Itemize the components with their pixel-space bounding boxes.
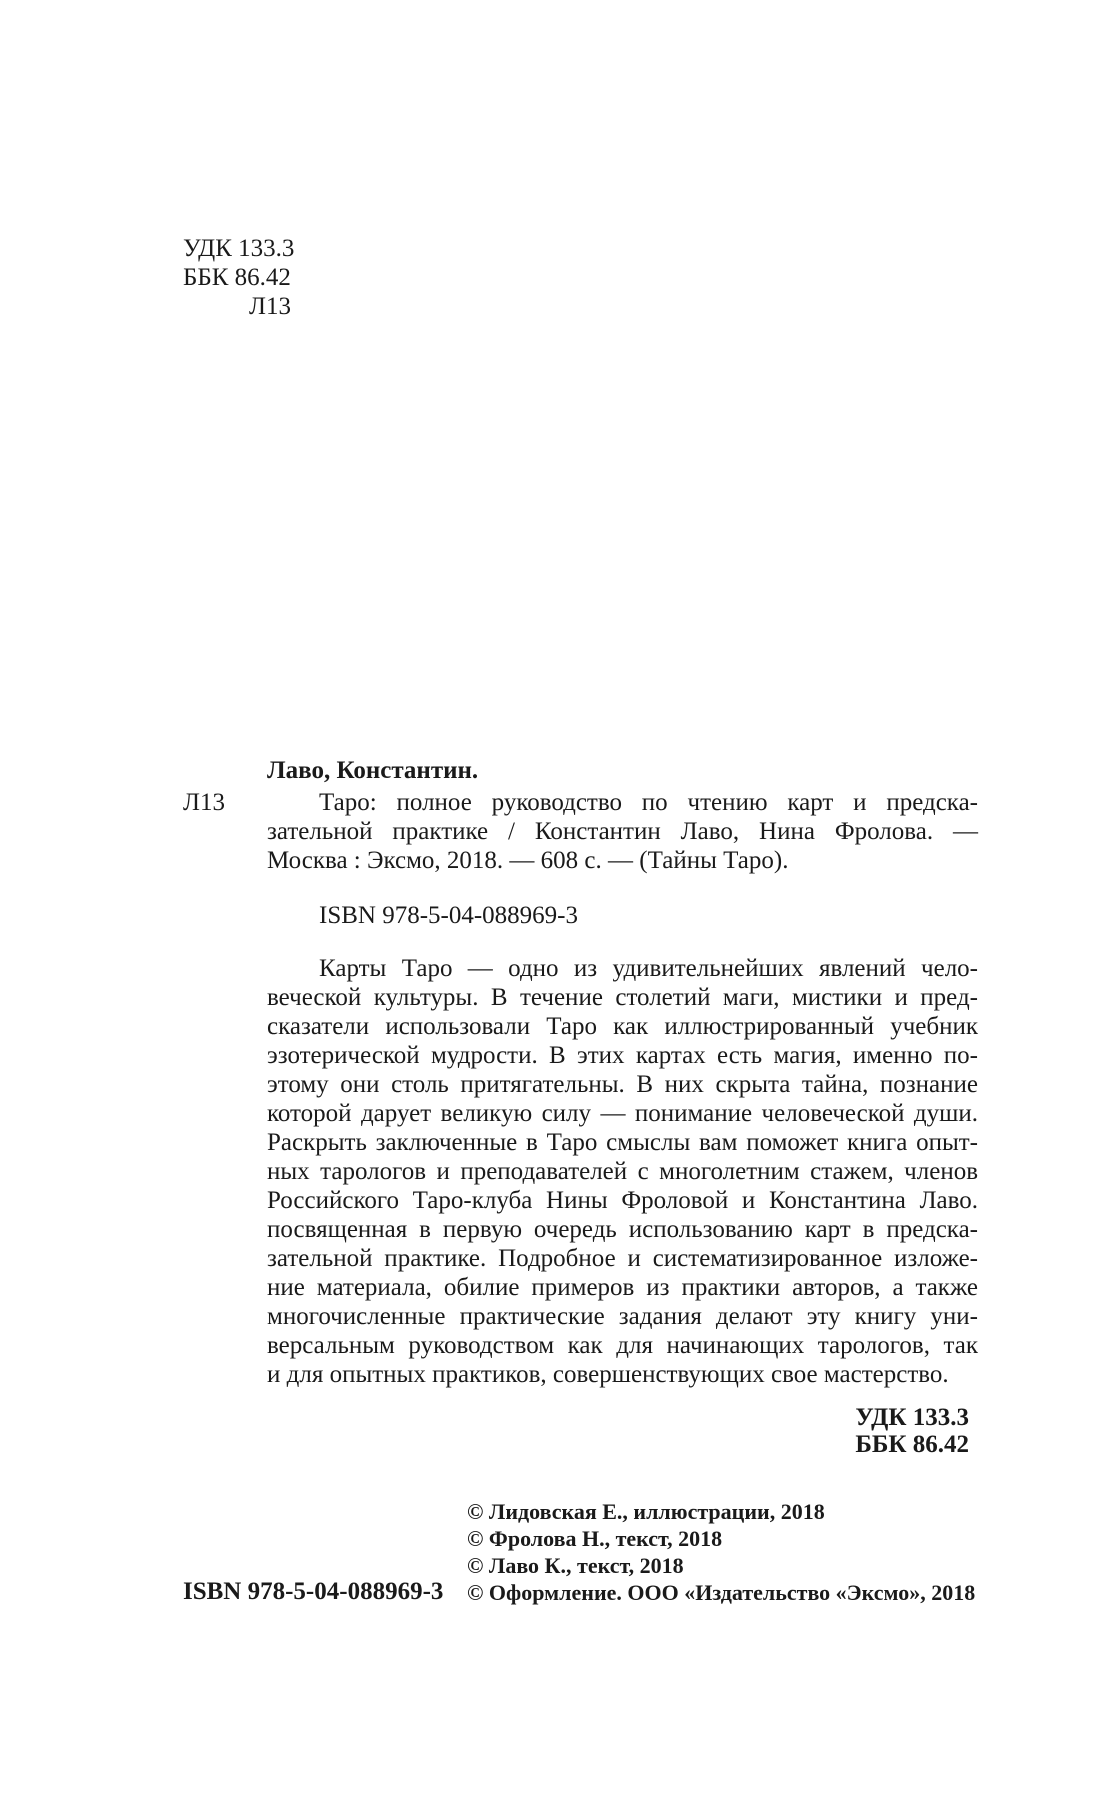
annotation-line: Российского Таро-клуба Нины Фроловой и Константина Лаво. — [267, 1187, 978, 1214]
annotation-line: посвященная в первую очередь использованию карт в предска- — [267, 1216, 978, 1243]
annotation-line: ных тарологов и преподавателей с многолетним стажем, членов — [267, 1158, 978, 1185]
title-line: зательной практике / Константин Лаво, Нина Фролова. — — [267, 818, 978, 845]
title-line: Москва : Эксмо, 2018. — 608 с. — (Тайны Таро). — [267, 847, 789, 874]
annotation-line: которой дарует великую силу — понимание человеческой души. — [267, 1100, 978, 1127]
annotation-line: зательной практике. Подробное и систематизированное изложе- — [267, 1245, 978, 1272]
annotation-line: сказатели использовали Таро как иллюстрированный учебник — [267, 1013, 978, 1040]
copyright-line: © Фролова Н., текст, 2018 — [467, 1526, 723, 1551]
annotation-line: Карты Таро — одно из удивительнейших явлений чело- — [319, 955, 978, 982]
annotation-line: веческой культуры. В течение столетий маги, мистики и пред- — [267, 984, 978, 1011]
title-line: Таро: полное руководство по чтению карт и предска- — [319, 789, 978, 816]
copyright-line: © Лаво К., текст, 2018 — [467, 1553, 684, 1578]
annotation-line: многочисленные практические задания делают эту книгу уни- — [267, 1303, 978, 1330]
annotation-line: и для опытных практиков, совершенствующих свое мастерство. — [267, 1361, 949, 1388]
copyright-line: © Оформление. ООО «Издательство «Эксмо», 2018 — [467, 1580, 976, 1605]
annotation-line: эзотерической мудрости. В этих картах есть магия, именно по- — [267, 1042, 978, 1069]
author-sign: Л13 — [183, 789, 225, 816]
udk-code: УДК 133.3 — [183, 235, 295, 262]
author-heading: Лаво, Константин. — [267, 757, 479, 784]
annotation-line: этому они столь притягательны. В них скрыта тайна, познание — [267, 1071, 978, 1098]
annotation-line: версальным руководством как для начинающих тарологов, так — [267, 1332, 978, 1359]
udk-code: УДК 133.3 — [855, 1404, 969, 1431]
copyright-line: © Лидовская Е., иллюстрации, 2018 — [467, 1499, 825, 1524]
isbn: ISBN 978-5-04-088969-3 — [319, 902, 579, 929]
annotation-line: Раскрыть заключенные в Таро смыслы вам поможет книга опыт- — [267, 1129, 978, 1156]
annotation-line: ние материала, обилие примеров из практики авторов, а также — [267, 1274, 978, 1301]
bbk-code: ББК 86.42 — [855, 1431, 969, 1458]
author-sign: Л13 — [249, 293, 291, 320]
isbn-bold: ISBN 978-5-04-088969-3 — [183, 1578, 444, 1605]
bbk-code: ББК 86.42 — [183, 264, 291, 291]
